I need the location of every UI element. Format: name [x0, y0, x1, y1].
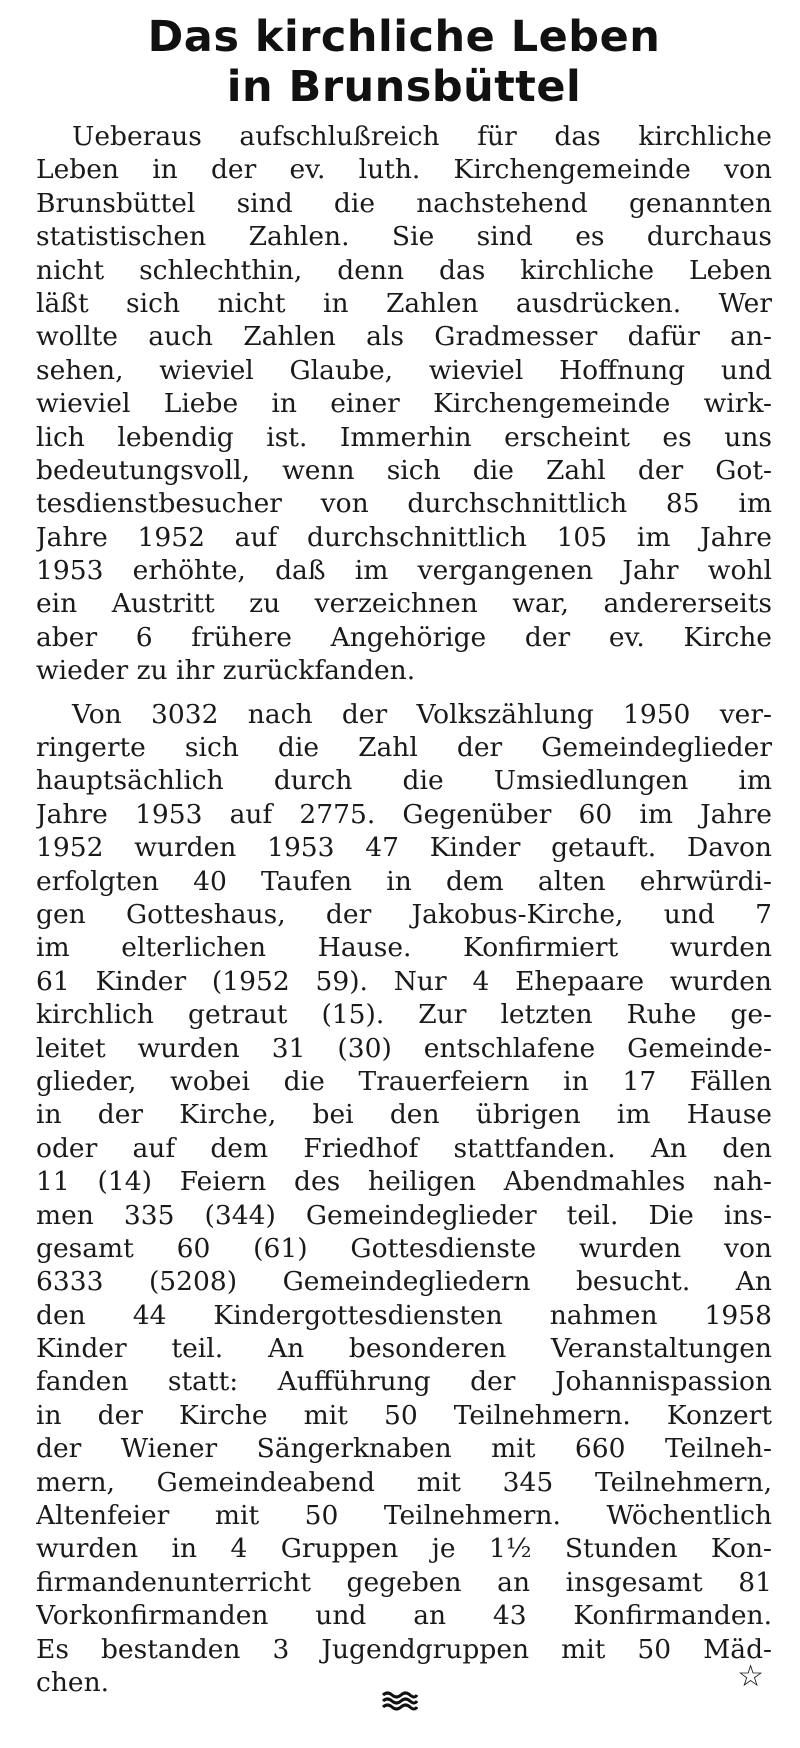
- text-line: in der Kirche, bei den übrigen im Hause: [36, 1099, 772, 1131]
- text-line: bedeutungsvoll, wenn sich die Zahl der Got-: [36, 454, 772, 486]
- text-line: wollte auch Zahlen als Gradmesser dafür an-: [36, 321, 772, 353]
- text-line: gen Gotteshaus, der Jakobus-Kirche, und 7: [36, 898, 772, 930]
- text-line: 11 (14) Feiern des heiligen Abendmahles nah-: [36, 1166, 772, 1198]
- text-line: Vorkonfirmanden und an 43 Konfirmanden.: [36, 1600, 772, 1632]
- text-line: Ueberaus aufschlußreich für das kirchliche: [72, 121, 772, 152]
- text-line: men 335 (344) Gemeindeglieder teil. Die ins-: [36, 1199, 772, 1231]
- text-line: sehen, wieviel Glaube, wieviel Hoffnung und: [36, 354, 772, 386]
- text-line: chen.: [36, 1666, 110, 1698]
- text-line: mern, Gemeindeabend mit 345 Teilnehmern,: [36, 1466, 772, 1498]
- text-line: firmandenunterricht gegeben an insgesamt 81: [36, 1566, 772, 1598]
- text-line: läßt sich nicht in Zahlen ausdrücken. Wer: [36, 287, 772, 319]
- text-line: Jahre 1953 auf 2775. Gegenüber 60 im Jahre: [36, 798, 772, 830]
- text-line: erfolgten 40 Taufen in dem alten ehrwürdi-: [36, 865, 772, 897]
- text-line: nicht schlechthin, denn das kirchliche Leben: [36, 254, 772, 286]
- headline-line: Das kirchliche Leben: [147, 12, 661, 62]
- text-line: Kinder teil. An besonderen Veranstaltungen: [36, 1333, 772, 1365]
- text-line: Altenfeier mit 50 Teilnehmern. Wöchentlich: [36, 1500, 772, 1532]
- text-line: Von 3032 nach der Volkszählung 1950 ver-: [72, 698, 772, 730]
- text-line: im elterlichen Hause. Konfirmiert wurden: [36, 932, 772, 964]
- text-line: kirchlich getraut (15). Zur letzten Ruhe ge-: [36, 999, 772, 1031]
- text-line: 1952 wurden 1953 47 Kinder getauft. Davon: [36, 832, 772, 864]
- paragraph: [36, 120, 772, 688]
- text-line: ringerte sich die Zahl der Gemeindeglieder: [36, 732, 772, 764]
- text-line: in der Kirche mit 50 Teilnehmern. Konzert: [36, 1399, 772, 1431]
- text-line: glieder, wobei die Trauerfeiern in 17 Fällen: [36, 1065, 772, 1097]
- text-line: lich lebendig ist. Immerhin erscheint es uns: [36, 421, 772, 453]
- text-line: Brunsbüttel sind die nachstehend genannten: [36, 187, 772, 219]
- paragraph: [36, 698, 772, 1700]
- text-line: leitet wurden 31 (30) entschlafene Gemeinde-: [36, 1032, 772, 1064]
- text-line: der Wiener Sängerknaben mit 660 Teilneh-: [36, 1433, 772, 1465]
- text-line: oder auf dem Friedhof stattfanden. An den: [36, 1132, 772, 1164]
- text-line: 1953 erhöhte, daß im vergangenen Jahr wohl: [36, 555, 772, 587]
- headline-line: in Brunsbüttel: [226, 62, 582, 112]
- text-line: ein Austritt zu verzeichnen war, andererseits: [36, 588, 772, 620]
- text-line: gesamt 60 (61) Gottesdienste wurden von: [36, 1232, 772, 1264]
- text-line: 6333 (5208) Gemeindegliedern besucht. An: [36, 1266, 772, 1298]
- text-line: Es bestanden 3 Jugendgruppen mit 50 Mäd-: [36, 1633, 772, 1665]
- text-line: Leben in der ev. luth. Kirchengemeinde von: [36, 154, 772, 186]
- wavy-ornament-icon: [0, 1690, 800, 1716]
- text-line: fanden statt: Aufführung der Johannispassion: [36, 1366, 772, 1398]
- text-line: den 44 Kindergottesdiensten nahmen 1958: [36, 1299, 772, 1331]
- text-line: tesdienstbesucher von durchschnittlich 85 im: [36, 488, 772, 520]
- article-body: [36, 120, 772, 1699]
- text-line: 61 Kinder (1952 59). Nur 4 Ehepaare wurden: [36, 965, 772, 997]
- headline: [36, 0, 772, 112]
- text-line: Jahre 1952 auf durchschnittlich 105 im Jahre: [36, 521, 772, 553]
- text-line: hauptsächlich durch die Umsiedlungen im: [36, 765, 772, 797]
- end-star-icon: ☆: [737, 1659, 764, 1694]
- text-line: statistischen Zahlen. Sie sind es durchaus: [36, 221, 772, 253]
- text-line: wieviel Liebe in einer Kirchengemeinde wirk-: [36, 388, 772, 420]
- text-line: aber 6 frühere Angehörige der ev. Kirche: [36, 621, 772, 653]
- text-line: wieder zu ihr zurückfanden.: [36, 655, 416, 687]
- text-line: wurden in 4 Gruppen je 1½ Stunden Kon-: [36, 1533, 772, 1565]
